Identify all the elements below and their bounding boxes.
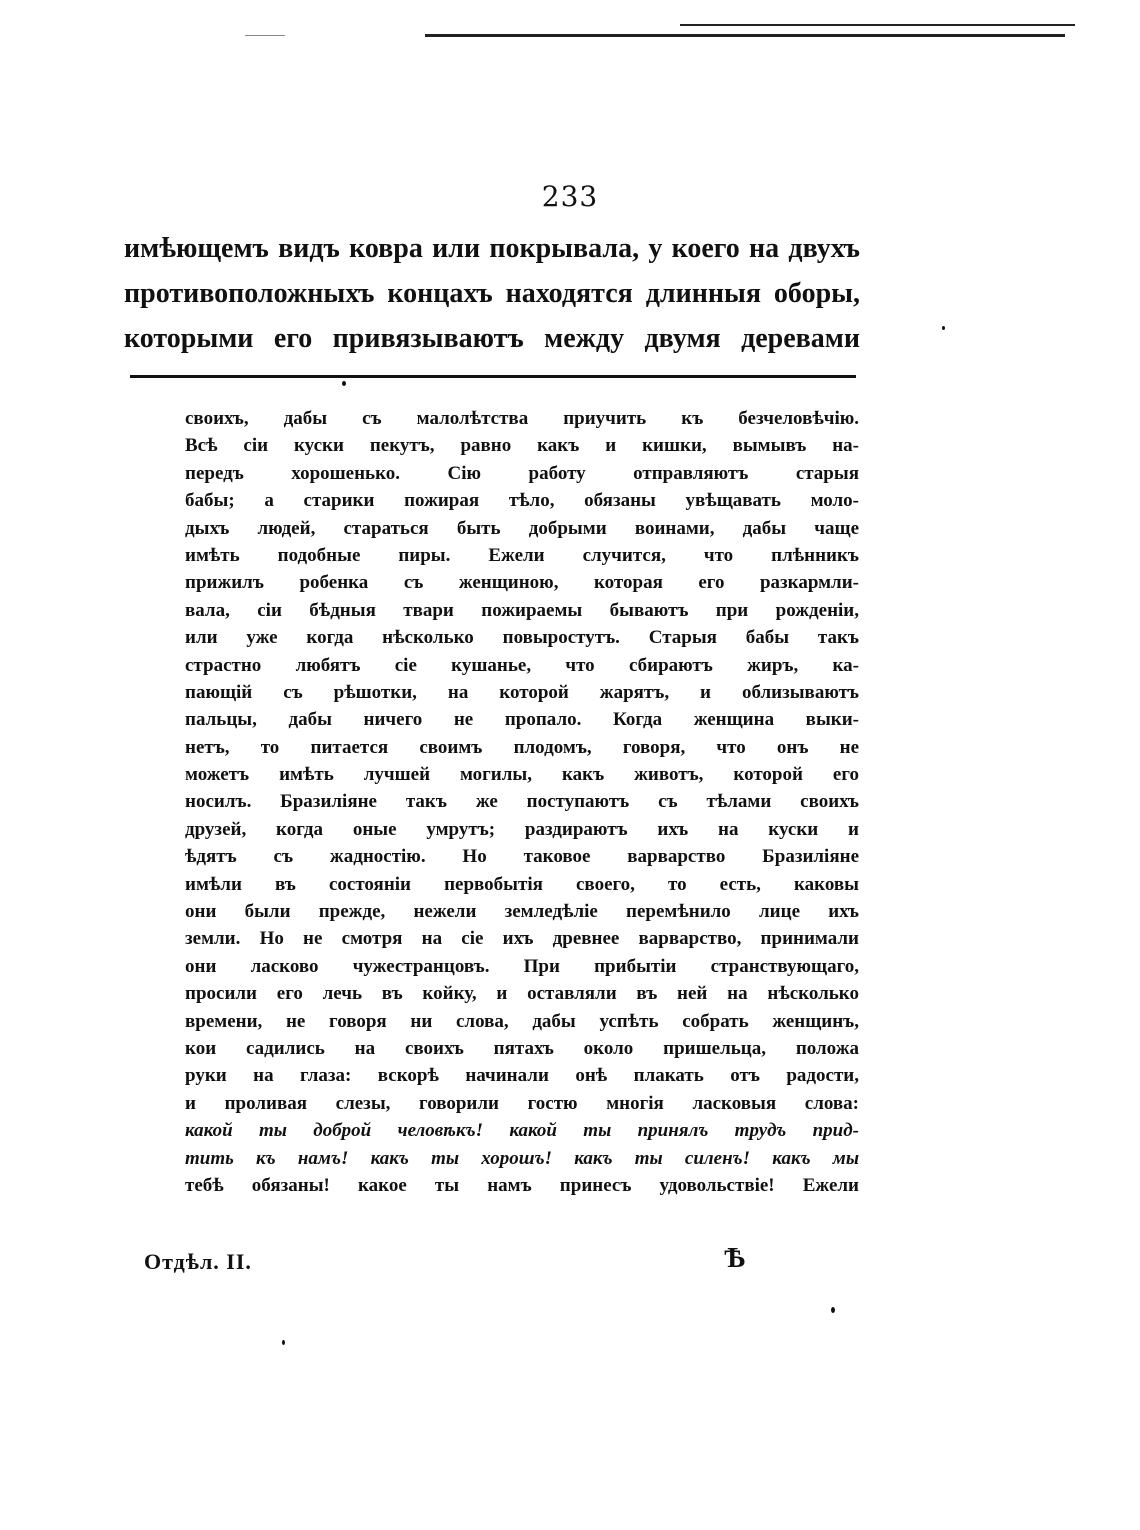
footnote-line: они были прежде, нежели земледѣліе перемѣнило лице ихъ (185, 901, 859, 923)
section-label: Отдѣл. II. (144, 1249, 252, 1274)
signature-mark: Ѣ (724, 1243, 746, 1274)
scan-speck (342, 381, 346, 386)
footnote-line: страстно любятъ сіе кушанье, что сбираютъ жиръ, ка- (185, 654, 859, 676)
footnote-line: тить къ намъ! какъ ты хорошъ! какъ ты силенъ! какъ мы (185, 1147, 859, 1169)
footnote-line: просили его лечь въ койку, и оставляли въ ней на нѣсколько (185, 983, 859, 1005)
footnote-line: тебѣ обязаны! какое ты намъ принесъ удовольствіе! Ежели (185, 1174, 859, 1196)
footnote-line: передъ хорошенько. Сію работу отправляютъ старыя (185, 462, 859, 484)
footnote-line: пающій съ рѣшотки, на которой жарятъ, и облизываютъ (185, 681, 859, 703)
footnote-line: имѣть подобные пиры. Ежели случится, что плѣнникъ (185, 544, 859, 566)
footnote-line: нетъ, то питается своимъ плодомъ, говоря, что онъ не (185, 736, 859, 758)
footnote-line: ѣдятъ съ жадностію. Но таковое варварство Бразиліяне (185, 846, 859, 868)
footnote-line: или уже когда нѣсколько повыростутъ. Старыя бабы такъ (185, 627, 859, 649)
footnote-line: Всѣ сіи куски пекутъ, равно какъ и кишки, вымывъ на- (185, 435, 859, 457)
scan-artifact-line (245, 35, 285, 36)
footnote-line: прижилъ робенка съ женщиною, которая его разкармли- (185, 572, 859, 594)
scan-artifact-line (425, 34, 1065, 37)
scan-speck (942, 326, 945, 330)
footnote-line: друзей, когда оные умрутъ; раздираютъ ихъ на куски и (185, 818, 859, 840)
main-text-line: противоположныхъ концахъ находятся длинныя оборы, (124, 278, 860, 309)
footnote-line: они ласково чужестранцовъ. При прибытіи странствующаго, (185, 955, 859, 977)
scan-artifact-line (680, 24, 1075, 26)
footnote-line: времени, не говоря ни слова, дабы успѣть собрать женщинъ, (185, 1010, 859, 1032)
page-number: 233 (541, 180, 599, 213)
footnote-line: кои садились на своихъ пятахъ около пришельца, положа (185, 1037, 859, 1059)
footnote-line: имѣли въ состояніи первобытія своего, то есть, каковы (185, 873, 859, 895)
footnote-line: руки на глаза: вскорѣ начинали онѣ плакать отъ радости, (185, 1065, 859, 1087)
footnote-text-block (185, 405, 859, 1199)
main-text-line: имѣющемъ видъ ковра или покрывала, у коего на двухъ (124, 233, 860, 264)
scan-speck (282, 1340, 285, 1345)
footnote-line: земли. Но не смотря на сіе ихъ древнее варварство, принимали (185, 928, 859, 950)
footnote-line: какой ты доброй человѣкъ! какой ты принялъ трудъ прид- (185, 1120, 859, 1142)
footnote-line: можетъ имѣть лучшей могилы, какъ животъ, которой его (185, 764, 859, 786)
footnote-line: и проливая слезы, говорили гостю многія ласковыя слова: (185, 1092, 859, 1114)
main-text-block (124, 226, 860, 361)
footnote-line: пальцы, дабы ничего не пропало. Когда женщина выки- (185, 709, 859, 731)
footnote-line: своихъ, дабы съ малолѣтства приучить къ безчеловѣчію. (185, 408, 859, 429)
footnote-line: вала, сіи бѣдныя твари пожираемы бываютъ при рожденіи, (185, 599, 859, 621)
scan-speck (831, 1307, 835, 1313)
footnote-line: носилъ. Бразиліяне такъ же поступаютъ съ тѣлами своихъ (185, 791, 859, 813)
footnote-separator (130, 375, 856, 378)
main-text-line: которыми его привязываютъ между двумя деревами (124, 323, 860, 354)
footnote-line: дыхъ людей, стараться быть добрыми воинами, дабы чаще (185, 517, 859, 539)
footnote-line: бабы; а старики пожирая тѣло, обязаны увѣщавать моло- (185, 490, 859, 512)
